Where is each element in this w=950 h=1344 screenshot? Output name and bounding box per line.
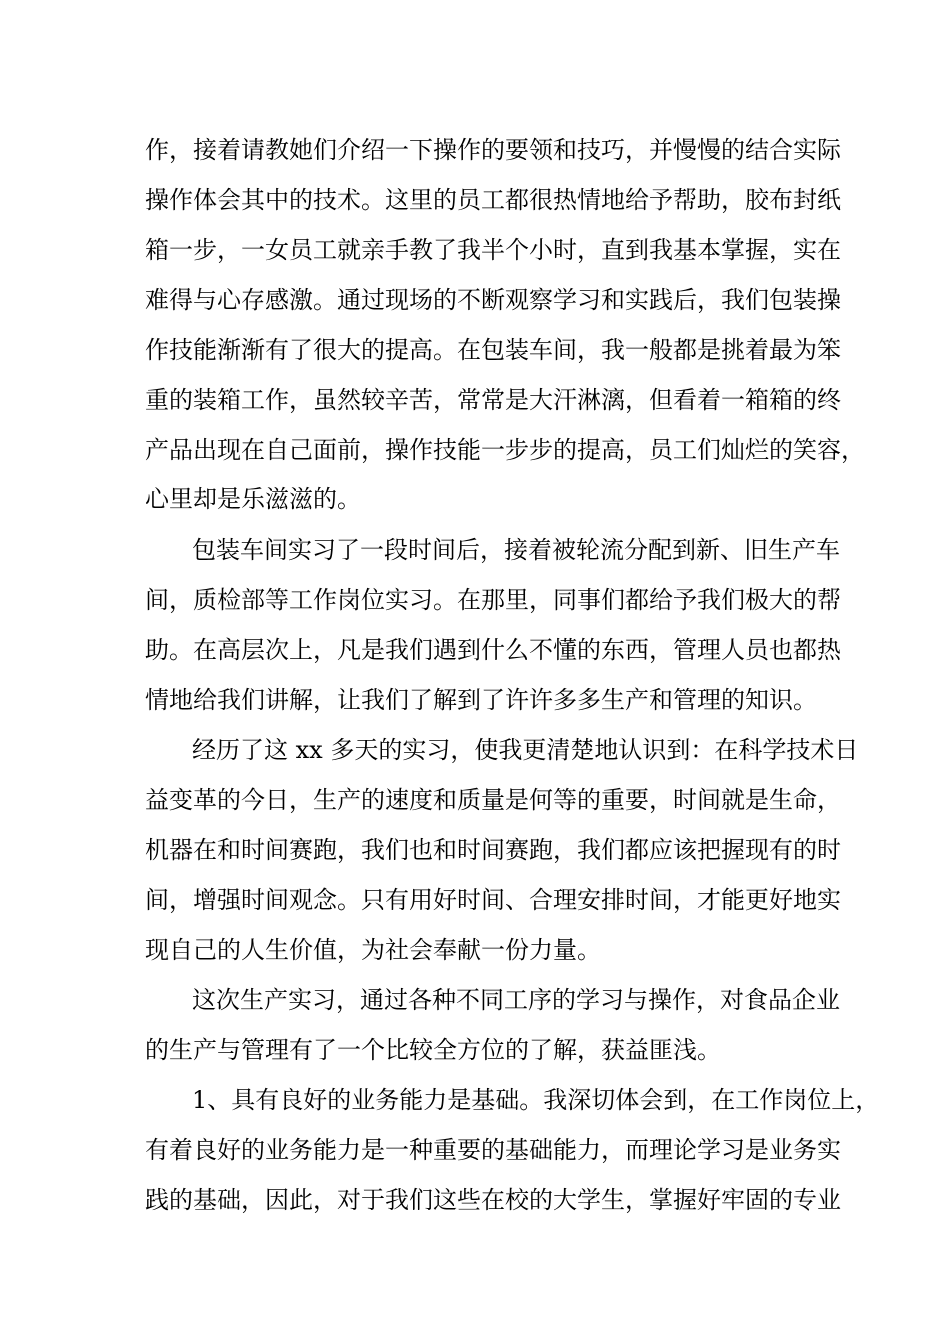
paragraph-first-line: 经历了这 xx 多天的实习，使我更清楚地认识到：在科学技术日 [192,736,859,764]
paragraph-first-line: 这次生产实习，通过各种不同工序的学习与操作，对食品企业 [192,986,840,1014]
text-line: 情地给我们讲解，让我们了解到了许许多多生产和管理的知识。 [145,686,817,714]
paragraph-first-line: 1、具有良好的业务能力是基础。我深切体会到，在工作岗位上， [192,1086,880,1114]
text-line: 心里却是乐滋滋的。 [145,485,361,513]
text-line: 难得与心存感激。通过现场的不断观察学习和实践后，我们包装操 [145,286,841,314]
text-line: 践的基础，因此，对于我们这些在校的大学生，掌握好牢固的专业 [145,1186,841,1214]
text-line: 的生产与管理有了一个比较全方位的了解，获益匪浅。 [145,1036,721,1064]
text-line: 助。在高层次上，凡是我们遇到什么不懂的东西，管理人员也都热 [145,636,841,664]
text-line: 有着良好的业务能力是一种重要的基础能力，而理论学习是业务实 [145,1136,841,1164]
text-line: 操作体会其中的技术。这里的员工都很热情地给予帮助，胶布封纸 [145,186,841,214]
text-line: 箱一步，一女员工就亲手教了我半个小时，直到我基本掌握，实在 [145,236,841,264]
text-line: 益变革的今日，生产的速度和质量是何等的重要，时间就是生命， [145,786,841,814]
text-line: 作，接着请教她们介绍一下操作的要领和技巧，并慢慢的结合实际 [145,136,841,164]
text-line: 作技能渐渐有了很大的提高。在包装车间，我一般都是挑着最为笨 [145,336,841,364]
paragraph-first-line: 包装车间实习了一段时间后，接着被轮流分配到新、旧生产车 [192,536,840,564]
text-line: 间，增强时间观念。只有用好时间、合理安排时间，才能更好地实 [145,886,841,914]
text-line: 重的装箱工作，虽然较辛苦，常常是大汗淋漓，但看着一箱箱的终 [145,386,841,414]
text-line: 机器在和时间赛跑，我们也和时间赛跑，我们都应该把握现有的时 [145,836,841,864]
text-line: 产品出现在自己面前，操作技能一步步的提高，员工们灿烂的笑容， [145,436,865,464]
text-line: 现自己的人生价值，为社会奉献一份力量。 [145,936,601,964]
text-line: 间，质检部等工作岗位实习。在那里，同事们都给予我们极大的帮 [145,586,841,614]
